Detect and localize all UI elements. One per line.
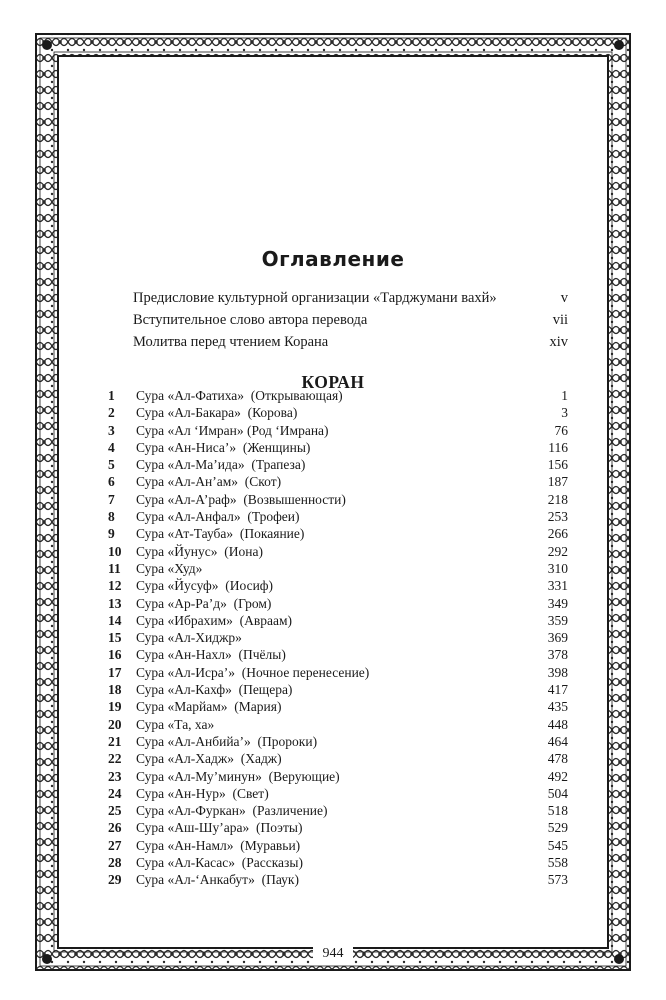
intro-item-title: Молитва перед чтением Корана [133,334,329,350]
surah-title: Сура «Аш-Шу’ара» (Поэты) [136,820,303,836]
toc-row [108,509,568,526]
surah-page: 504 [547,785,568,801]
surah-page: 573 [547,872,568,888]
intro-item-page: vii [552,312,568,328]
surah-page: 417 [547,682,568,698]
surah-page: 3 [561,405,568,421]
toc-row [108,717,568,734]
toc-list [108,388,568,890]
toc-row [108,440,568,457]
surah-number: 15 [108,630,122,646]
toc-row [108,682,568,699]
surah-title: Сура «Ал-А’раф» (Возвышенности) [136,491,346,507]
surah-title: Сура «Ал-Хадж» (Хадж) [136,751,282,767]
toc-row [108,820,568,837]
intro-item-page: xiv [549,334,568,350]
surah-page: 116 [548,439,568,455]
surah-number: 22 [108,751,122,767]
surah-number: 17 [108,664,122,680]
surah-page: 478 [547,751,568,767]
surah-title: Сура «Ал ʻИмран» (Род ʻИмрана) [136,422,329,438]
section-title: КОРАН [301,372,365,392]
toc-row [108,578,568,595]
toc-row [108,388,568,405]
surah-page: 359 [547,612,568,628]
surah-title: Сура «Ал-Бакара» (Корова) [136,405,298,421]
toc-row [108,786,568,803]
surah-page: 253 [547,509,568,525]
surah-page: 518 [547,803,568,819]
surah-number: 27 [108,837,122,853]
surah-title: Сура «Йусуф» (Иосиф) [136,578,274,594]
surah-page: 378 [547,647,568,663]
surah-title: Сура «Ал-Кахф» (Пещера) [136,682,293,698]
toc-row [108,544,568,561]
surah-title: Сура «Ан-Ниса’» (Женщины) [136,439,311,455]
surah-number: 21 [108,733,122,749]
surah-number: 19 [108,699,122,715]
toc-row [108,872,568,889]
toc-row [108,596,568,613]
surah-number: 28 [108,855,122,871]
intro-item [133,287,568,309]
surah-number: 26 [108,820,122,836]
surah-page: 398 [547,664,568,680]
surah-number: 16 [108,647,122,663]
surah-number: 8 [108,509,115,525]
surah-number: 10 [108,543,122,559]
surah-number: 12 [108,578,122,594]
surah-number: 4 [108,439,115,455]
surah-page: 492 [547,768,568,784]
surah-number: 23 [108,768,122,784]
toc-row [108,665,568,682]
surah-number: 25 [108,803,122,819]
surah-number: 7 [108,491,115,507]
surah-page: 310 [547,560,568,576]
surah-page: 529 [547,820,568,836]
surah-title: Сура «Ал-Ан’ам» (Скот) [136,474,282,490]
surah-number: 1 [108,388,115,403]
surah-page: 558 [547,855,568,871]
surah-title: Сура «Ал-Му’минун» (Верующие) [136,768,340,784]
surah-number: 13 [108,595,122,611]
surah-page: 156 [547,457,568,473]
surah-title: Сура «Ал-Ма’ида» (Трапеза) [136,457,306,473]
toc-row [108,492,568,509]
surah-title: Сура «Ал-Фуркан» (Различение) [136,803,328,819]
toc-row [108,699,568,716]
surah-page: 76 [554,422,568,438]
surah-title: Сура «Ал-Анфал» (Трофеи) [136,509,300,525]
toc-row [108,457,568,474]
surah-page: 448 [547,716,568,732]
surah-page: 435 [547,699,568,715]
surah-page: 218 [547,491,568,507]
surah-number: 29 [108,872,122,888]
surah-number: 6 [108,474,115,490]
surah-title: Сура «Ибрахим» (Авраам) [136,612,293,628]
surah-title: Сура «Ат-Тауба» (Покаяние) [136,526,305,542]
intro-item-title: Предисловие культурной организации «Тарджумани вахй» [133,290,497,306]
surah-title: Сура «Ал-Касас» (Рассказы) [136,855,303,871]
toc-row [108,630,568,647]
surah-page: 187 [547,474,568,490]
toc-row [108,855,568,872]
surah-title: Сура «Ал-ʻАнкабут» (Паук) [136,872,299,888]
surah-title: Сура «Худ» [136,560,203,576]
surah-number: 5 [108,457,115,473]
surah-title: Сура «Ан-Нахл» (Пчёлы) [136,647,286,663]
surah-title: Сура «Ал-Хиджр» [136,630,242,646]
toc-row [108,423,568,440]
toc-row [108,751,568,768]
surah-number: 18 [108,682,122,698]
surah-title: Сура «Ан-Намл» (Муравьи) [136,837,301,853]
surah-number: 3 [108,422,115,438]
surah-title: Сура «Йунус» (Иона) [136,543,263,559]
surah-title: Сура «Ал-Исра’» (Ночное перенесение) [136,664,370,680]
page-number: 944 [313,943,353,965]
surah-page: 292 [547,543,568,559]
surah-title: Сура «Ал-Фатиха» (Открывающая) [136,388,343,403]
page-heading: Оглавление [261,247,405,271]
toc-row [108,526,568,543]
surah-title: Сура «Ан-Нур» (Свет) [136,785,269,801]
toc-row [108,405,568,422]
intro-item [133,309,568,331]
surah-title: Сура «Ар-Ра’д» (Гром) [136,595,272,611]
intro-item [133,331,568,353]
surah-page: 545 [547,837,568,853]
surah-title: Сура «Марйам» (Мария) [136,699,282,715]
toc-row [108,838,568,855]
intro-item-page: v [560,290,568,306]
surah-page: 266 [547,526,568,542]
toc-row [108,803,568,820]
toc-row [108,734,568,751]
toc-row [108,561,568,578]
surah-number: 2 [108,405,115,421]
toc-row [108,769,568,786]
toc-row [108,474,568,491]
surah-number: 11 [108,560,121,576]
toc-row [108,647,568,664]
surah-title: Сура «Та, ха» [136,716,215,732]
surah-page: 1 [561,388,568,403]
surah-page: 349 [547,595,568,611]
surah-page: 331 [547,578,568,594]
toc-row [108,613,568,630]
surah-page: 369 [547,630,568,646]
surah-number: 20 [108,716,122,732]
surah-number: 9 [108,526,115,542]
intro-item-title: Вступительное слово автора перевода [133,312,368,328]
surah-number: 24 [108,785,122,801]
surah-page: 464 [547,733,568,749]
surah-title: Сура «Ал-Анбийа’» (Пророки) [136,733,318,749]
surah-number: 14 [108,612,122,628]
intro-list [133,287,568,353]
